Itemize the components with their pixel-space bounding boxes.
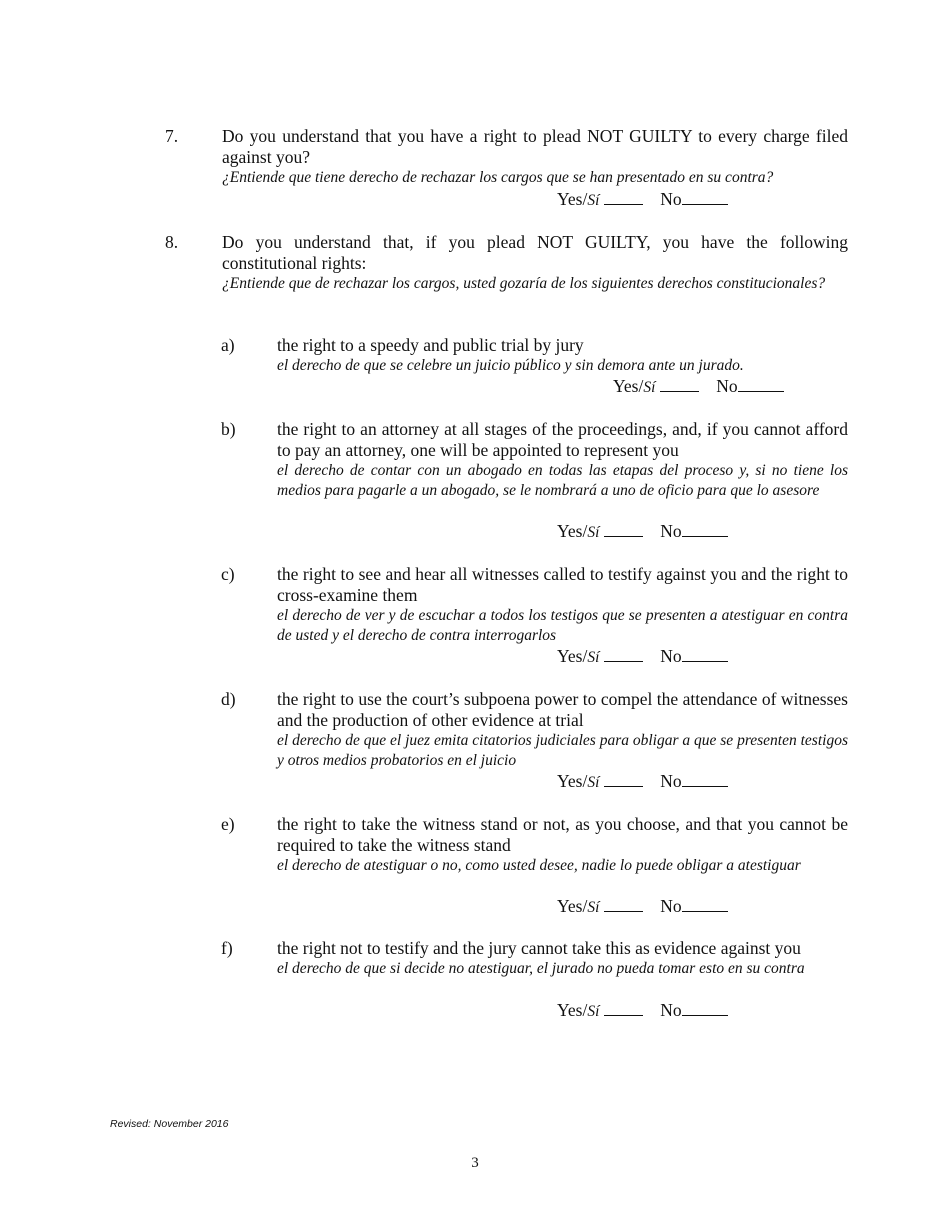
item-english: the right not to testify and the jury cannot take this as evidence against you	[277, 938, 801, 958]
yes-blank[interactable]	[660, 376, 699, 392]
right-item-a	[221, 335, 848, 376]
si-label: Sí	[587, 192, 600, 209]
item-english: the right to see and hear all witnesses called to testify against you and the right to cross-examine them	[277, 564, 848, 605]
answer-row-e	[557, 896, 728, 918]
right-item-b	[221, 419, 848, 501]
no-blank[interactable]	[682, 771, 728, 787]
item-english: the right to use the court’s subpoena power to compel the attendance of witnesses and the production of other evidence at trial	[277, 689, 848, 730]
question-number: 7.	[165, 126, 179, 146]
question-number: 8.	[165, 232, 179, 252]
yes-label: Yes/	[557, 521, 588, 541]
answer-row-d	[557, 771, 728, 793]
question-8	[165, 232, 848, 294]
page-number: 3	[471, 1155, 479, 1171]
revision-note: Revised: November 2016	[110, 1118, 229, 1130]
answer-row-f	[557, 1000, 728, 1022]
answer-row-a	[613, 376, 784, 398]
item-letter: b)	[221, 419, 236, 439]
si-label: Sí	[587, 899, 600, 916]
no-label: No	[660, 771, 682, 791]
si-label: Sí	[587, 649, 600, 666]
si-label: Sí	[587, 774, 600, 791]
yes-blank[interactable]	[604, 646, 643, 662]
yes-label: Yes/	[557, 189, 588, 209]
item-english: the right to a speedy and public trial by jury	[277, 335, 584, 355]
answer-row-b	[557, 521, 728, 543]
answer-row-7	[557, 189, 728, 211]
no-blank[interactable]	[682, 521, 728, 537]
yes-blank[interactable]	[604, 771, 643, 787]
right-item-f	[221, 938, 848, 979]
no-blank[interactable]	[682, 1000, 728, 1016]
item-letter: e)	[221, 814, 235, 834]
question-english: Do you understand that, if you plead NOT GUILTY, you have the following constitutional rights:	[222, 232, 848, 273]
right-item-e	[221, 814, 848, 876]
right-item-c	[221, 564, 848, 646]
item-letter: f)	[221, 938, 233, 958]
no-label: No	[660, 189, 682, 209]
question-spanish: ¿Entiende que tiene derecho de rechazar los cargos que se han presentado en su contra?	[222, 169, 774, 186]
yes-label: Yes/	[557, 646, 588, 666]
si-label: Sí	[587, 524, 600, 541]
no-label: No	[660, 521, 682, 541]
yes-blank[interactable]	[604, 896, 643, 912]
item-spanish: el derecho de que se celebre un juicio público y sin demora ante un jurado.	[277, 357, 744, 374]
right-item-d	[221, 689, 848, 771]
yes-label: Yes/	[557, 896, 588, 916]
question-spanish: ¿Entiende que de rechazar los cargos, usted gozaría de los siguientes derechos constitucionales?	[222, 275, 826, 292]
item-spanish: el derecho de que si decide no atestiguar, el jurado no pueda tomar esto en su contra	[277, 960, 805, 977]
question-english: Do you understand that you have a right to plead NOT GUILTY to every charge filed against you?	[222, 126, 848, 167]
yes-label: Yes/	[557, 1000, 588, 1020]
no-blank[interactable]	[682, 646, 728, 662]
no-label: No	[660, 1000, 682, 1020]
yes-label: Yes/	[557, 771, 588, 791]
item-letter: a)	[221, 335, 235, 355]
si-label: Sí	[643, 379, 656, 396]
item-spanish: el derecho de que el juez emita citatorios judiciales para obligar a que se presenten testigos y otros medios probatorios en el juicio	[277, 732, 848, 769]
item-spanish: el derecho de ver y de escuchar a todos los testigos que se presenten a atestiguar en contra de usted y el derecho de contra interrogarlos	[277, 607, 848, 644]
no-blank[interactable]	[682, 189, 728, 205]
si-label: Sí	[587, 1003, 600, 1020]
no-label: No	[660, 896, 682, 916]
item-spanish: el derecho de atestiguar o no, como usted desee, nadie lo puede obligar a atestiguar	[277, 857, 801, 874]
yes-blank[interactable]	[604, 1000, 643, 1016]
yes-blank[interactable]	[604, 521, 643, 537]
item-spanish: el derecho de contar con un abogado en todas las etapas del proceso y, si no tiene los medios para pagarle a un abogado, se le nombrará a uno de oficio para que lo asesore	[277, 462, 848, 499]
item-letter: c)	[221, 564, 235, 584]
yes-label: Yes/	[613, 376, 644, 396]
no-blank[interactable]	[682, 896, 728, 912]
no-label: No	[716, 376, 738, 396]
no-blank[interactable]	[738, 376, 784, 392]
item-letter: d)	[221, 689, 236, 709]
item-english: the right to take the witness stand or not, as you choose, and that you cannot be required to take the witness stand	[277, 814, 848, 855]
no-label: No	[660, 646, 682, 666]
question-7	[165, 126, 848, 188]
yes-blank[interactable]	[604, 189, 643, 205]
item-english: the right to an attorney at all stages of the proceedings, and, if you cannot afford to pay an attorney, one will be appointed to represent you	[277, 419, 848, 460]
answer-row-c	[557, 646, 728, 668]
